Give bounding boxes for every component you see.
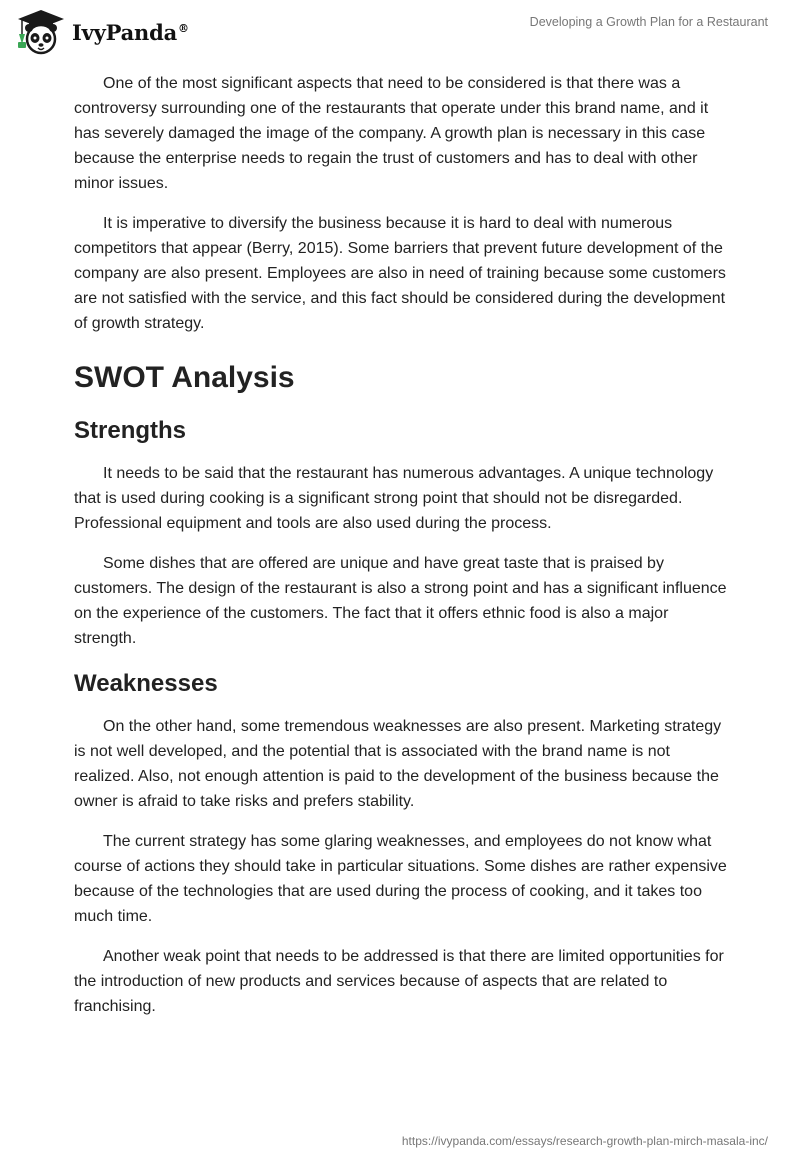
panda-graduate-icon bbox=[14, 8, 68, 56]
intro-paragraph-1: One of the most significant aspects that need to be considered is that there was a controversy surrounding one of the restaurants that operate under this brand name, and it has severely damaged the image of the company. A growth plan is necessary in this case because the enterprise needs to regain the trust of customers and has to deal with other minor issues. bbox=[74, 75, 709, 192]
strengths-heading: Strengths bbox=[74, 417, 187, 444]
source-url[interactable]: https://ivypanda.com/essays/research-growth-plan-mirch-masala-inc/ bbox=[401, 1134, 768, 1148]
weaknesses-paragraph-2: The current strategy has some glaring weaknesses, and employees do not know what course of actions they should take in particular situations. Some dishes are rather expensive because of the technologies that are used during the process of cooking, and it takes too much time. bbox=[74, 833, 727, 925]
weaknesses-heading: Weaknesses bbox=[74, 670, 218, 697]
weaknesses-paragraph-1: On the other hand, some tremendous weaknesses are also present. Marketing strategy is not well developed, and the potential that is associated with the brand name is not realized. Also, not enough attention is paid to the development of the business because the owner is afraid to take risks and prefers stability. bbox=[74, 718, 722, 810]
page-header bbox=[0, 0, 800, 64]
intro-paragraph-2: It is imperative to diversify the business because it is hard to deal with numerous competitors that appear (Berry, 2015). Some barriers that prevent future development of the company are also present. Employees are also in need of training because some customers are not satisfied with the service, and this fact should be considered during the development of growth strategy. bbox=[74, 215, 726, 332]
strengths-paragraph-2: Some dishes that are offered are unique and have great taste that is praised by customers. The design of the restaurant is also a strong point and has a significant influence on the experience of the customers. The fact that it offers ethnic food is also a major strength. bbox=[74, 555, 727, 647]
swot-heading: SWOT Analysis bbox=[74, 361, 295, 394]
document-title: Developing a Growth Plan for a Restaurant bbox=[529, 15, 768, 29]
strengths-paragraph-1: It needs to be said that the restaurant has numerous advantages. A unique technology that is used during cooking is a significant strong point that should not be disregarded. Professional equipment and tools are also used during the process. bbox=[74, 465, 714, 532]
ivypanda-logo[interactable] bbox=[14, 8, 189, 56]
essay-body bbox=[74, 71, 734, 1034]
brand-name: IvyPanda® bbox=[72, 19, 189, 45]
weaknesses-paragraph-3: Another weak point that needs to be addressed is that there are limited opportunities for the introduction of new products and services because of aspects that are related to franchising. bbox=[74, 948, 724, 1015]
